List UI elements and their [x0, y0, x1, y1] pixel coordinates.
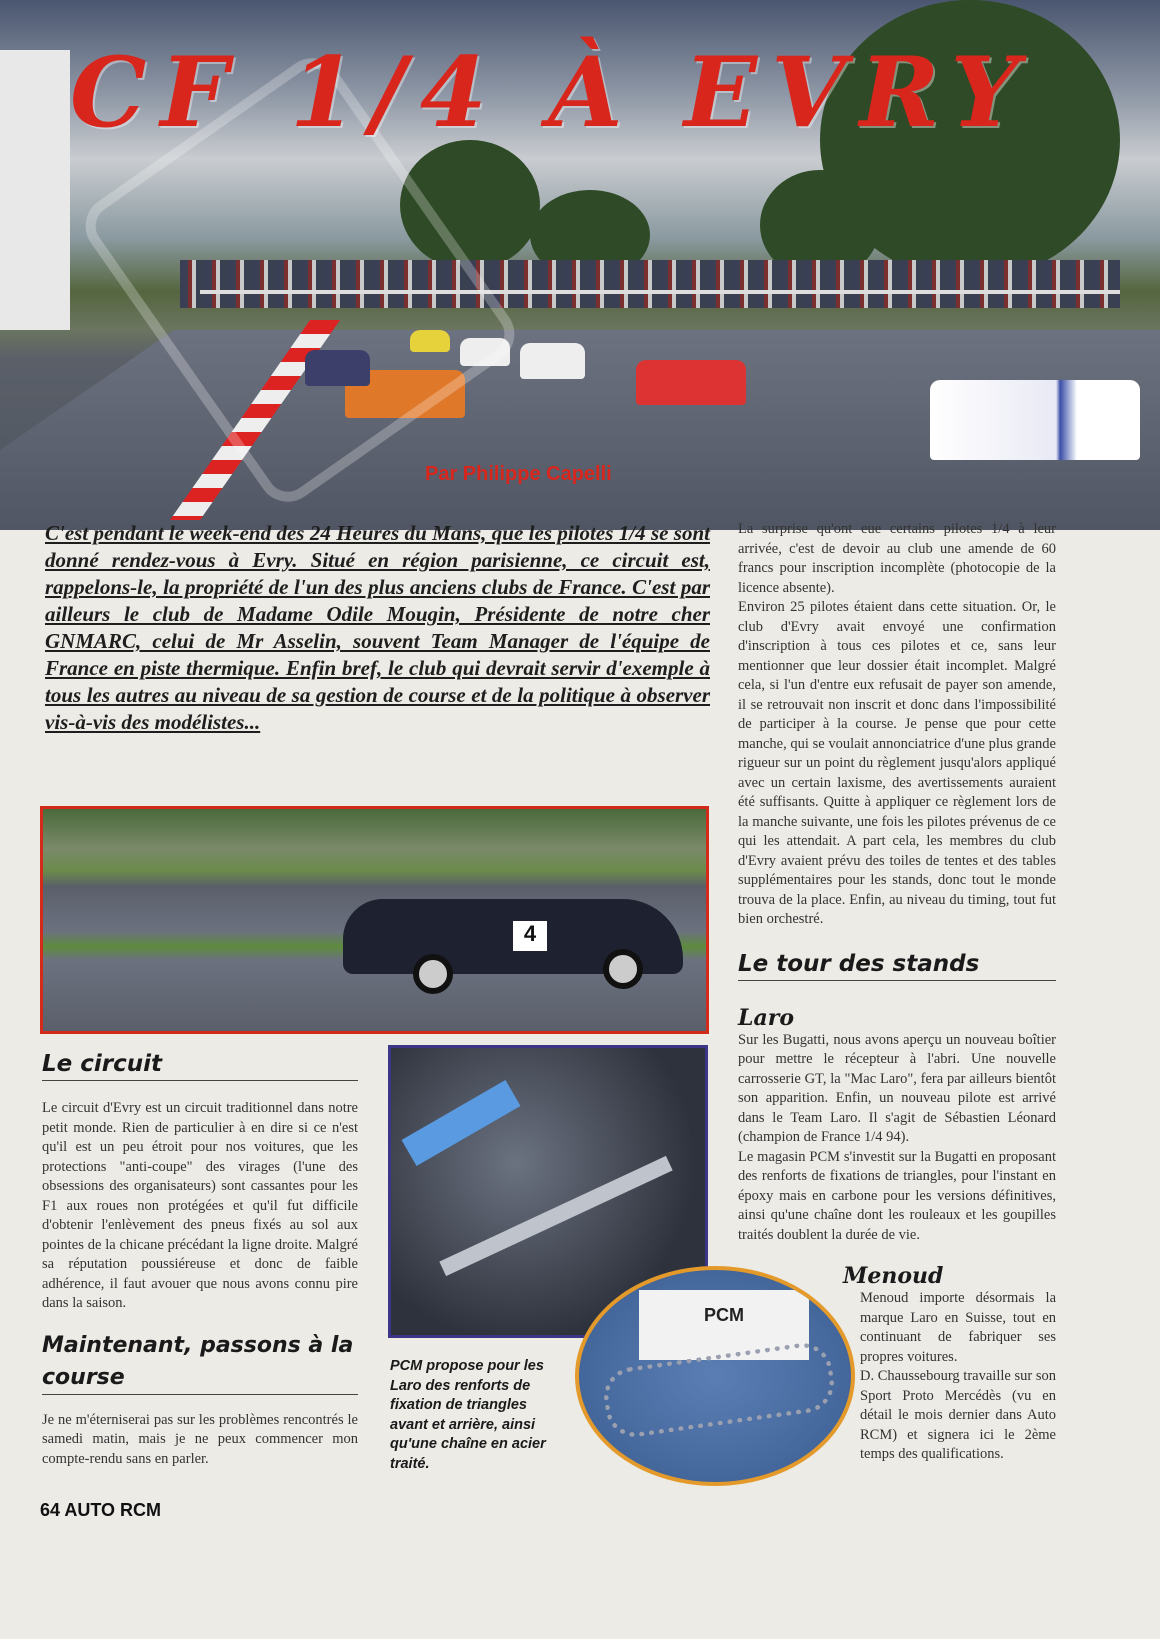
left-column	[42, 1048, 358, 1469]
laro-paragraph-2: Le magasin PCM s'investit sur la Bugatti en proposant des renforts de fixations de triangles, pour l'instant en époxy mais en carbone pour les versions définitives, ainsi qu'une chaîne dont les rouleaux et les goupilles traités doublent la durée de vie.	[738, 1148, 1056, 1243]
page-title: CF 1/4 À EVRY	[70, 36, 1033, 149]
menoud-heading: Menoud	[843, 1263, 944, 1289]
right-column	[738, 520, 1056, 1465]
circuit-heading: Le circuit	[42, 1048, 358, 1081]
menoud-paragraph-2: D. Chaussebourg travaille sur son Sport Proto Mercédès (vu en détail le mois dernier dans Auto RCM) et signera ici le 2ème temps des qualifications.	[860, 1368, 1056, 1462]
right-paragraph-1: La surprise qu'ont eue certains pilotes 1/4 à leur arrivée, c'est de devoir au club une amende de 60 francs pour inscription incomplète (photocopie de la licence absente).	[738, 521, 1056, 596]
right-paragraph-2: Environ 25 pilotes étaient dans cette situation. Or, le club d'Evry avait envoyé une confirmation d'inscription à tous ces pilotes et ce, sans leur mentionner que leur dossier était incomplet. Malgré cela, si l'un d'entre eux refusait de payer son amende, il se retrouvait non inscrit et donc dans l'impossibilité de participer à la course. Je pense que pour cette manche, qui se voulait annonciatrice d'une plus grande rigueur sur un point du règlement jusqu'alors appliqué avec un certain laxisme, des avertissements auraient été suffisants. Quitte à appliquer ce règlement lors de la manche suivante, une fois les pilotes prévenus de ce qui les attendait. A part cela, les membres du club d'Evry avaient prévu des toiles de tentes et des tables supplémentaires pour les stands, donc tout le monde trouva de la place. Enfin, au niveau du timing, tout fut bien orchestré.	[738, 599, 1056, 927]
page-number: 64	[40, 1500, 61, 1520]
section-course	[42, 1330, 358, 1470]
pcm-label: PCM	[639, 1290, 809, 1360]
blue-part	[402, 1080, 521, 1166]
car-number: 4	[513, 921, 547, 951]
magazine-name: AUTO RCM	[64, 1500, 162, 1520]
building	[0, 50, 70, 330]
car-bmw	[930, 380, 1140, 460]
photo-caption: PCM propose pour les Laro des renforts de fixation de triangles avant et arrière, ainsi qu'une chaîne en acier traité.	[390, 1358, 546, 1472]
menoud-section	[843, 1263, 1056, 1465]
car-white	[520, 343, 585, 379]
menoud-paragraph-1: Menoud importe désormais la marque Laro en Suisse, tout en continuant de fabriquer ses propres voitures.	[860, 1290, 1056, 1365]
intro-paragraph: C'est pendant le week-end des 24 Heures du Mans, que les pilotes 1/4 se sont donné rendez-vous à Evry. Situé en région parisienne, ce circuit est, rappelons-le, la propriété de l'un des plus anciens clubs de France. C'est par ailleurs le club de Madame Odile Mougin, Présidente de notre cher GNMARC, celui de Mr Asselin, souvent Team Manager de l'équipe de France en piste thermique. Enfin bref, le club qui devrait servir d'exemple à tous les autres au niveau de sa gestion de course et de la politique à observer vis-à-vis des modélistes...	[45, 521, 710, 734]
laro-paragraph-1: Sur les Bugatti, nous avons aperçu un nouveau boîtier pour mettre le récepteur à l'abri. Une nouvelle carrosserie GT, la "Mac Laro", fera par ailleurs bientôt son apparition. Enfin, un nouveau pilote est arrivé dans le Team Laro. Il s'agit de Sébastien Léonard (champion de France 1/4 94).	[738, 1031, 1056, 1145]
course-heading: Maintenant, passons à la course	[42, 1330, 358, 1395]
stands-heading: Le tour des stands	[738, 948, 1056, 981]
wheel	[413, 954, 453, 994]
wheel	[603, 949, 643, 989]
circuit-text: Le circuit d'Evry est un circuit traditionnel dans notre petit monde. Rien de particulier à en dire si ce n'est qu'il est un peu étroit pour nos voitures, que les protections "anti-coupe" des virages (l'une des obsessions des organisateurs) sont cassantes pour les F1 aux roues non protégées et qu'il fut difficile d'obtenir l'enlèvement des pneus fixés au sol aux pointes de la chicane précédant la ligne droite. Malgré sa réputation poussiéreuse et donc de faible adhérence, il faut avouer que nous avons connu pire dans la saison.	[42, 1100, 358, 1311]
section-circuit	[42, 1048, 358, 1314]
car-red	[636, 360, 746, 405]
rod	[439, 1156, 672, 1276]
byline: Par Philippe Capelli	[425, 463, 612, 485]
course-text: Je ne m'éterniserai pas sur les problèmes rencontrés le samedi matin, mais je ne peux commencer mon compte-rendu sans en parler.	[42, 1411, 358, 1467]
laro-heading: Laro	[738, 1004, 794, 1031]
page-footer	[40, 1500, 161, 1521]
race-car-photo	[40, 806, 709, 1034]
